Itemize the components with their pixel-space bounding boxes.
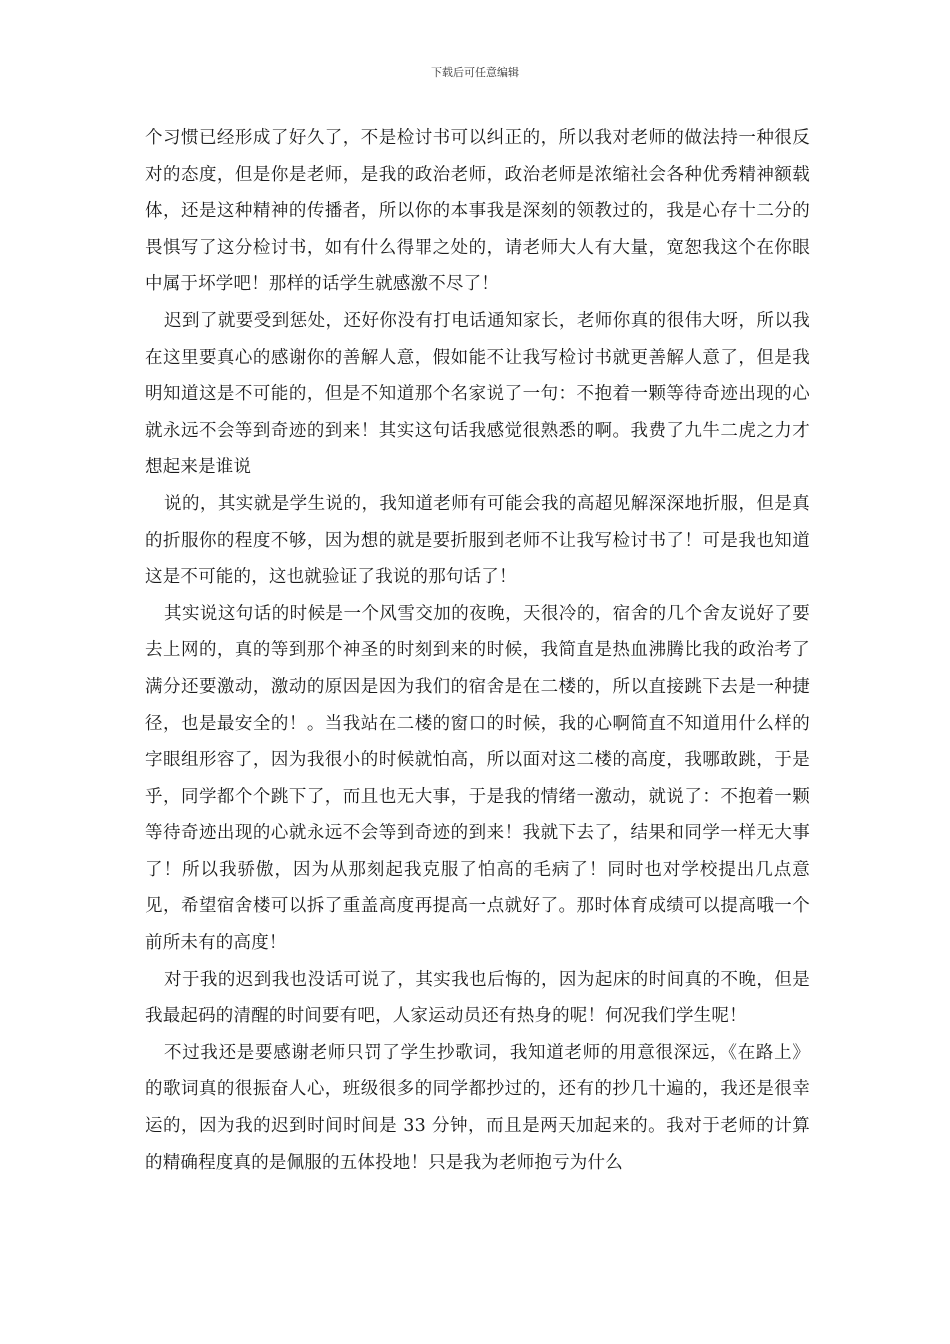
document-body [145,120,810,1181]
paragraph-4: 其实说这句话的时候是一个风雪交加的夜晚，天很冷的，宿舍的几个舍友说好了要去上网的，真的等到那个神圣的时刻到来的时候，我简直是热血沸腾比我的政治考了满分还要激动，激动的原因是因为我们的宿舍是在二楼的，所以直接跳下去是一种捷径，也是最安全的！。当我站在二楼的窗口的时候，我的心啊简直不知道用什么样的字眼组形容了，因为我很小的时候就怕高，所以面对这二楼的高度，我哪敢跳，于是乎，同学都个个跳下了，而且也无大事，于是我的情绪一激动，就说了：不抱着一颗等待奇迹出现的心就永远不会等到奇迹的到来！我就下去了，结果和同学一样无大事了！所以我骄傲，因为从那刻起我克服了怕高的毛病了！同时也对学校提出几点意见，希望宿舍楼可以拆了重盖高度再提高一点就好了。那时体育成绩可以提高哦一个前所未有的高度！ [145,603,810,954]
page-header: 下载后可任意编辑 [431,66,519,79]
paragraph-6: 不过我还是要感谢老师只罚了学生抄歌词，我知道老师的用意很深远，《在路上》的歌词真的很振奋人心，班级很多的同学都抄过的，还有的抄几十遍的，我还是很幸运的，因为我的迟到时间时间是 33 分钟，而且是两天加起来的。我对于老师的计算的精确程度真的是佩服的五体投地！只是我为老师抱亏为什么 [145,1042,810,1173]
paragraph-1: 个习惯已经形成了好久了，不是检讨书可以纠正的，所以我对老师的做法持一种很反对的态度，但是你是老师，是我的政治老师，政治老师是浓缩社会各种优秀精神额载体，还是这种精神的传播者，所以你的本事我是深刻的领教过的，我是心存十二分的畏惧写了这分检讨书，如有什么得罪之处的，请老师大人有大量，宽恕我这个在你眼中属于坏学吧！那样的话学生就感激不尽了！ [145,128,810,295]
paragraph-3: 说的，其实就是学生说的，我知道老师有可能会我的高超见解深深地折服，但是真的折服你的程度不够，因为想的就是要折服到老师不让我写检讨书了！可是我也知道这是不可能的，这也就验证了我说的那句话了！ [145,493,810,588]
paragraph-2: 迟到了就要受到惩处，还好你没有打电话通知家长，老师你真的很伟大呀，所以我在这里要真心的感谢你的善解人意，假如能不让我写检讨书就更善解人意了，但是我明知道这是不可能的，但是不知道那个名家说了一句：不抱着一颗等待奇迹出现的心就永远不会等到奇迹的到来！其实这句话我感觉很熟悉的啊。我费了九牛二虎之力才想起来是谁说 [145,310,810,478]
paragraph-5: 对于我的迟到我也没话可说了，其实我也后悔的，因为起床的时间真的不晚，但是我最起码的清醒的时间要有吧，人家运动员还有热身的呢！何况我们学生呢！ [145,969,810,1027]
